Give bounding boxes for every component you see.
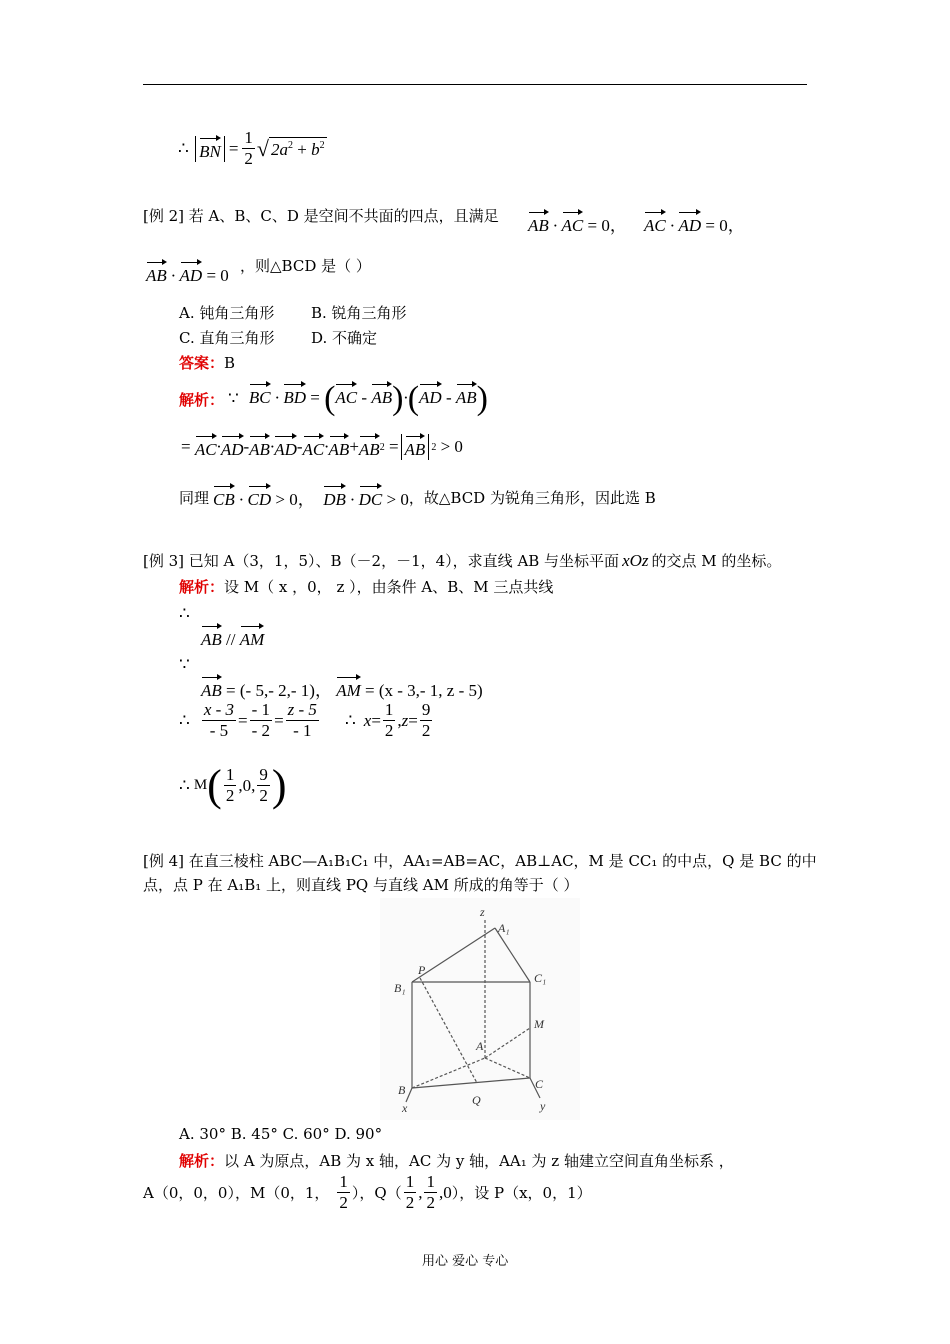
label-c1: C₁ bbox=[534, 971, 547, 985]
ex2-option-d: D. 不确定 bbox=[311, 329, 378, 347]
ex3-parallel: ∴ AB // AM bbox=[179, 604, 265, 649]
label-p: P bbox=[418, 963, 426, 977]
ex3-vectors: ∵ AB = (- 5,- 2,- 1)， AM = (x - 3,- 1, z - 5) bbox=[179, 655, 483, 700]
ex4-coords: A（0，0，0），M（0，1， $\frac{1}{2}$ ），Q（ $\frac{1}{2}$ , $\frac{1}{2}$ ,0 ），设 P（x，0，1） bbox=[143, 1172, 592, 1212]
label-q: Q bbox=[472, 1093, 481, 1107]
ex2-question: ，则△BCD 是（ ） bbox=[240, 257, 371, 275]
vector-bn: BN bbox=[199, 136, 221, 162]
ex2-option-b: B. 锐角三角形 bbox=[311, 304, 407, 322]
header-rule bbox=[143, 84, 807, 85]
ex2-same: 同理 CB · CD > 0， DB · DC > 0 ，故△BCD 为锐角三角形，因此选 B bbox=[179, 484, 656, 510]
bn-formula: ∴ BN = $\frac{1}{2}$ √ $2a^2 + b^2$ bbox=[178, 128, 325, 168]
ex2-option-a: A. 钝角三角形 bbox=[179, 304, 275, 322]
ex3-intro: [例 3] 已知 A（3，1，5）、B（－2，－1，4），求直线 AB 与坐标平面 xOz 的交点 M 的坐标。 bbox=[143, 551, 782, 570]
label-b: B bbox=[398, 1083, 406, 1097]
ex2-cond3: AB · AD = 0 bbox=[146, 260, 229, 286]
ex2-option-c: C. 直角三角形 bbox=[179, 329, 275, 347]
ex3-analysis: 解析：设 M（ x ，0， z ），由条件 A、B、M 三点共线 bbox=[179, 578, 554, 596]
ex2-expansion: = AC · AD - AB · AD - AC · AB + AB 2 = AB 2 > 0 bbox=[181, 434, 463, 460]
ex2-intro: [例 2] 若 A、B、C、D 是空间不共面的四点，且满足 bbox=[143, 207, 499, 225]
ex2-cond2: AC · AD = 0， bbox=[644, 210, 745, 236]
ex4-line2: 点，点 P 在 A₁B₁ 上，则直线 PQ 与直线 AM 所成的角等于（ ） bbox=[143, 876, 579, 894]
label-z: z bbox=[480, 905, 485, 919]
ex3-result: ∴ M ( $\frac{1}{2}$ ,0, $\frac{9}{2}$ ) bbox=[179, 761, 287, 810]
ex2-answer: 答案：B bbox=[179, 354, 236, 372]
prism-figure bbox=[380, 898, 580, 1120]
label-m: M bbox=[534, 1017, 544, 1031]
page-footer: 用心 爱心 专心 bbox=[422, 1254, 509, 1269]
label-c: C bbox=[535, 1077, 544, 1091]
label-a: A bbox=[476, 1039, 484, 1053]
label-y: y bbox=[540, 1099, 546, 1113]
ex4-line1: [例 4] 在直三棱柱 ABC—A₁B₁C₁ 中，AA₁=AB=AC，AB⊥AC，M 是 CC₁ 的中点，Q 是 BC 的中 bbox=[143, 852, 817, 870]
ex4-options: A. 30° B. 45° C. 60° D. 90° bbox=[179, 1125, 383, 1143]
label-a1: A₁ bbox=[498, 921, 510, 935]
ex4-analysis: 解析：以 A 为原点，AB 为 x 轴，AC 为 y 轴，AA₁ 为 z 轴建立空间直角坐标系 ， bbox=[179, 1152, 734, 1170]
ex3-proportion: ∴ $\frac{x - 3}{- 5}$ = $\frac{- 1}{- 2}$ = $\frac{z - 5}{- 1}$ ∴ x = $\frac{1}{2}$ , z = $\frac{9}{2}$ bbox=[179, 700, 431, 740]
ex2-analysis: 解析： ∵ BC · BD = (AC - AB)·(AD - AB) bbox=[179, 380, 488, 417]
label-x: x bbox=[402, 1101, 408, 1115]
ex2-cond1: AB · AC = 0， bbox=[528, 210, 627, 236]
label-b1: B₁ bbox=[394, 981, 406, 995]
